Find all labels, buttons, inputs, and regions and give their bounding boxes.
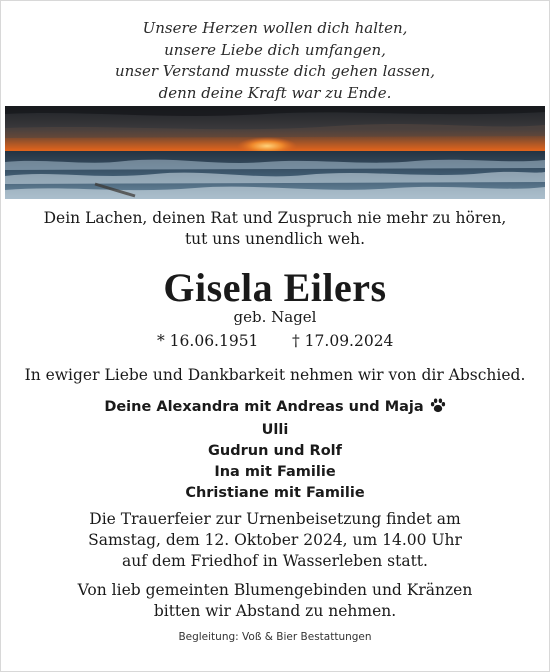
flowers-line: Von lieb gemeinten Blumengebinden und Kränzen [77,581,473,599]
family-member: Deine Alexandra mit Andreas und Maja [0,397,550,420]
poem [0,18,550,104]
family-member: Ulli [261,422,289,438]
intro-line: tut uns unendlich weh. [184,230,366,248]
intro-text [0,208,550,250]
family-list [0,397,550,504]
flowers-note [0,580,550,622]
ceremony-line: Die Trauerfeier zur Urnenbeisetzung findet am [89,510,461,528]
funeral-home-credit: Begleitung: Voß & Bier Bestattungen [178,631,372,643]
poem-line: unser Verstand musste dich gehen lassen, [114,62,436,80]
ceremony-line: auf dem Friedhof in Wasserleben statt. [122,552,428,570]
ceremony-line: Samstag, dem 12. Oktober 2024, um 14.00 Uhr [88,531,462,549]
family-member: Gudrun und Rolf [208,443,342,459]
family-member: Ina mit Familie [214,464,336,480]
sunset-sea-photo [5,106,545,199]
intro-line: Dein Lachen, deinen Rat und Zuspruch nie mehr zu hören, [43,209,507,227]
ceremony-info [0,509,550,572]
poem-line: Unsere Herzen wollen dich halten, [142,19,408,37]
poem-line: denn deine Kraft war zu Ende. [158,83,392,102]
death-date: † 17.09.2024 [292,332,394,350]
farewell-text: In ewiger Liebe und Dankbarkeit nehmen wir von dir Abschied. [24,366,526,384]
birth-date: * 16.06.1951 [157,332,259,350]
family-member: Christiane mit Familie [185,485,365,501]
flowers-line: bitten wir Abstand zu nehmen. [153,602,397,620]
paw-icon [430,398,446,420]
poem-line: unsere Liebe dich umfangen, [164,40,386,59]
deceased-name: Gisela Eilers [163,265,387,310]
birth-name: geb. Nagel [233,308,317,326]
